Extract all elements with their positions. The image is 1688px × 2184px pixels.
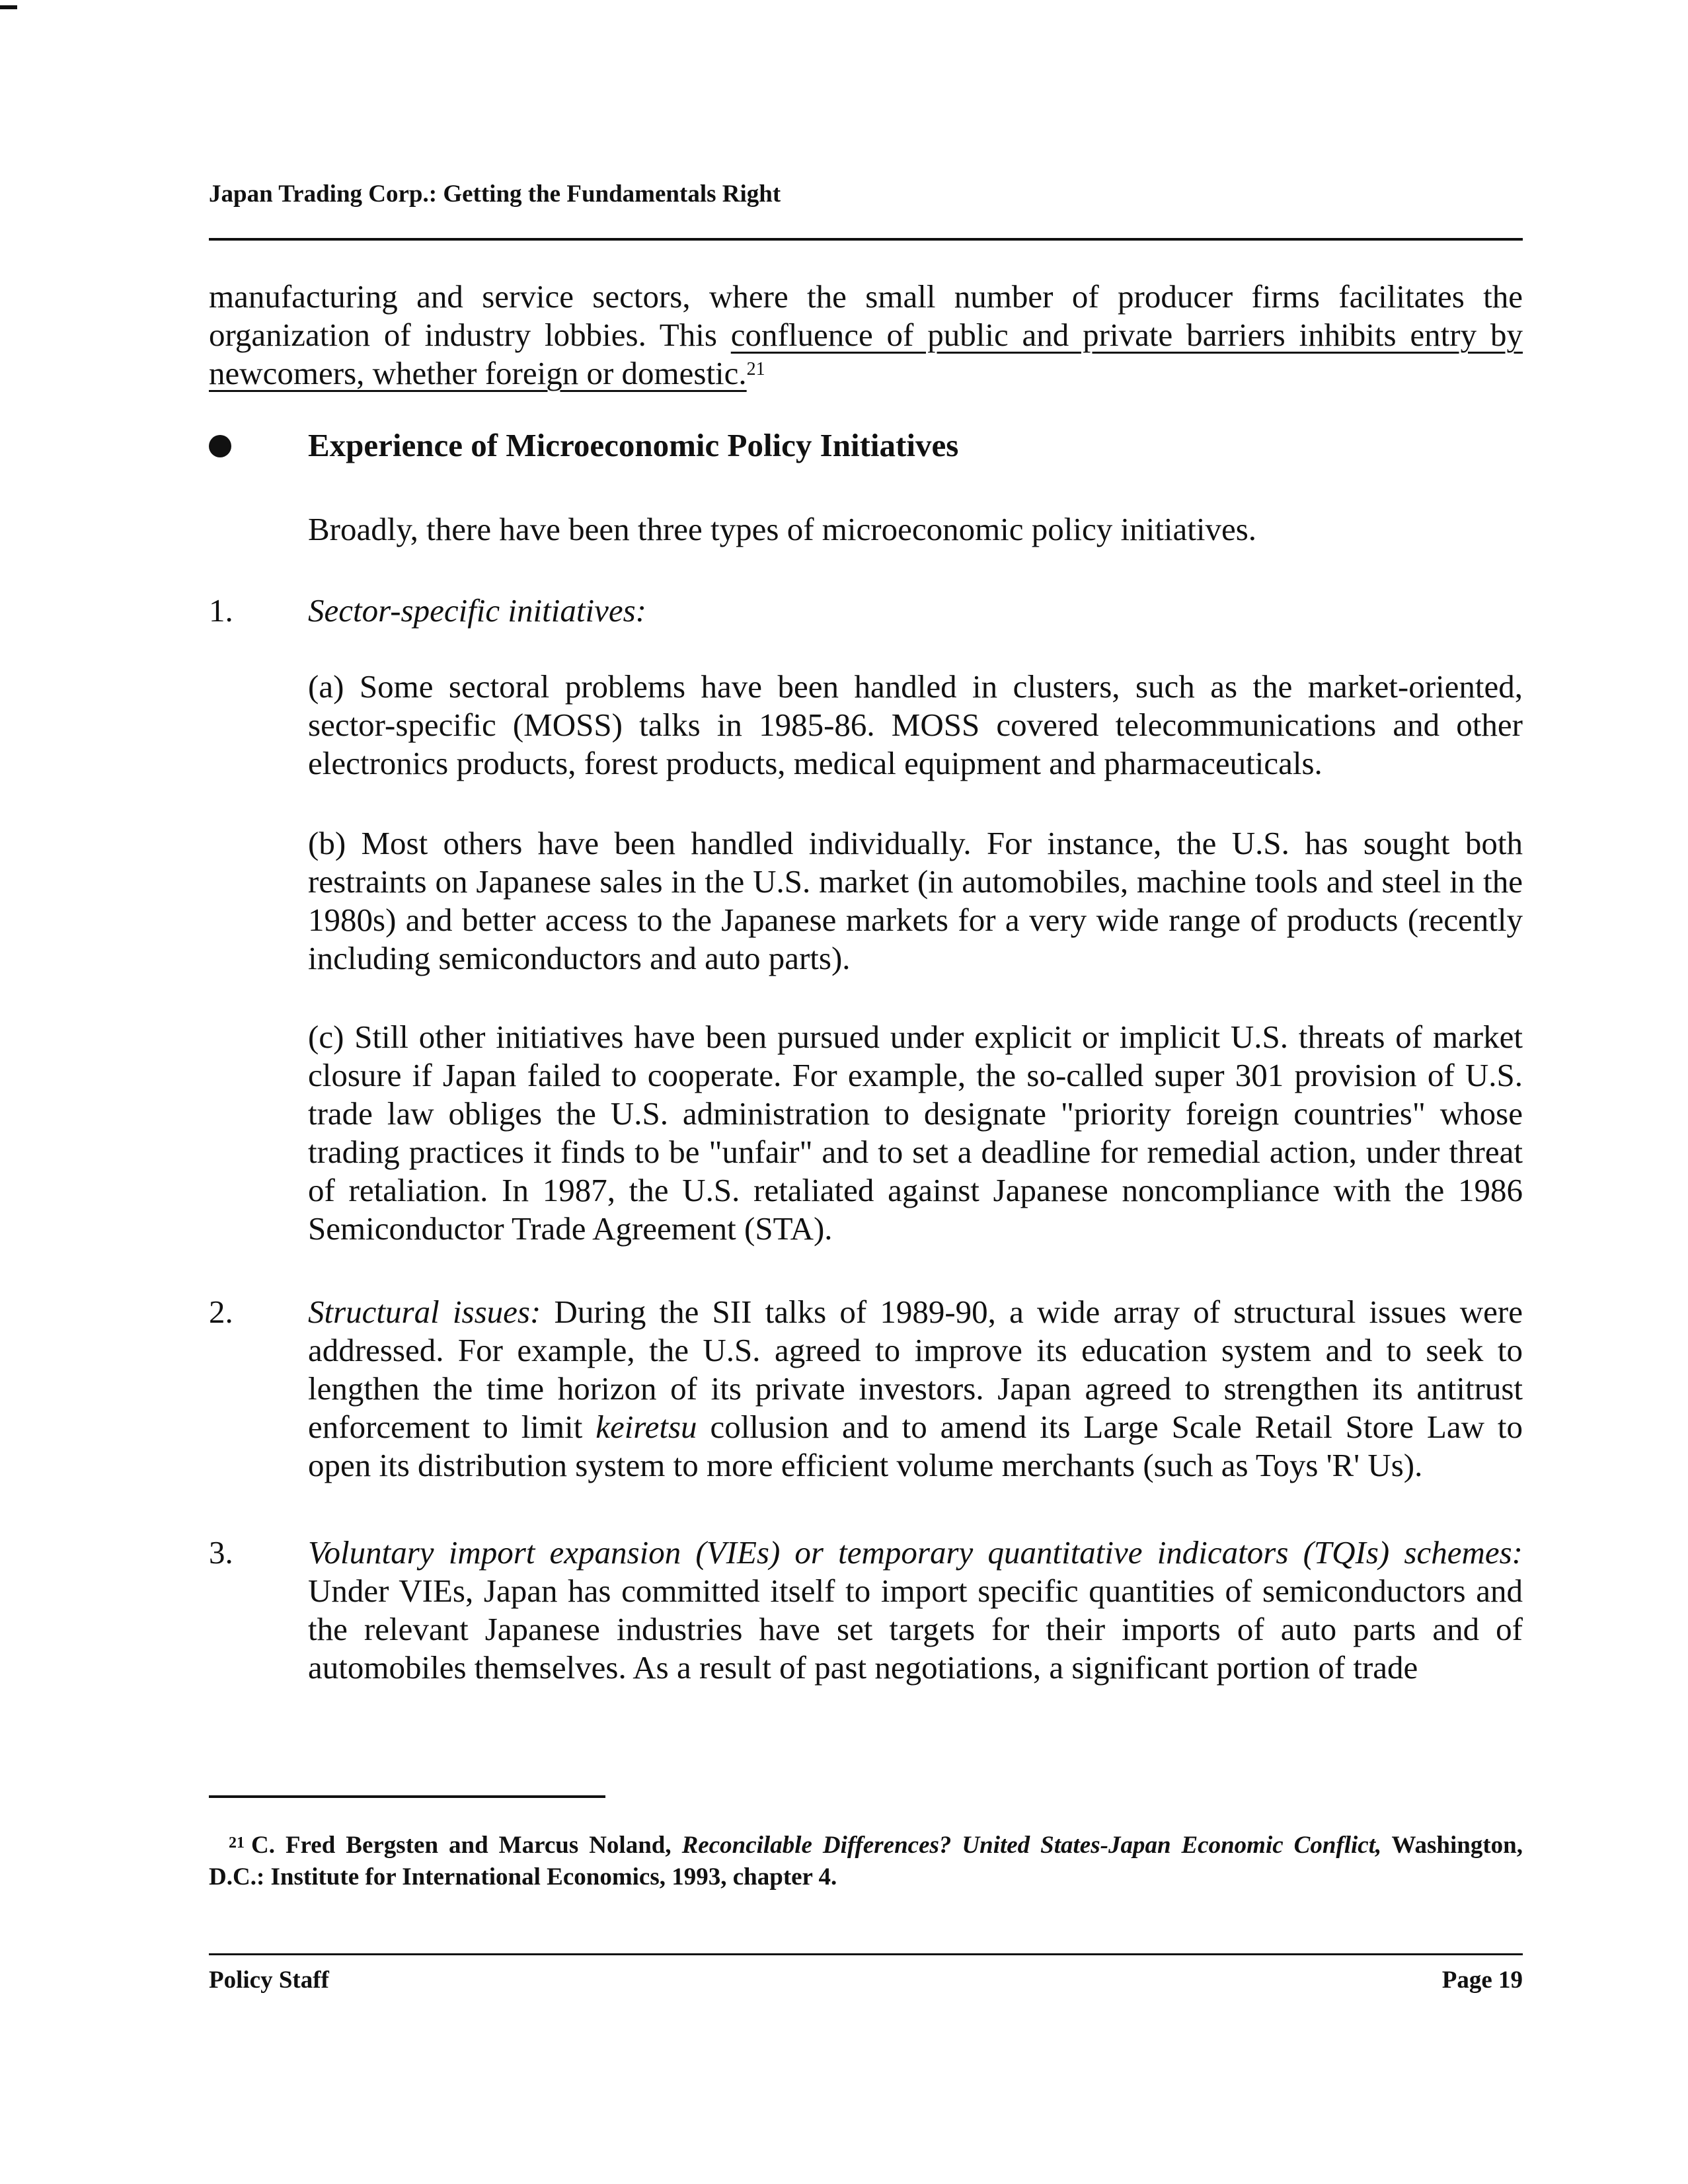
item-heading: Structural issues:: [308, 1294, 541, 1330]
continuation-text: manufacturing and service sectors, where the small number of producer firms facilitates the organization of industry lobbies. This: [209, 278, 1523, 353]
subitem-paragraph-c: (c) Still other initiatives have been pursued under explicit or implicit U.S. threats of market closure if Japan failed to cooperate. For example, the so-called super 301 provision of U.S. trade law obliges the U.S. administration to designate "priority foreign countries" whose trading practices it finds to be "unfair" and to set a deadline for remedial action, under threat of retaliation. In 1987, the U.S. retaliated against Japanese noncompliance with the 1986 Semiconductor Trade Agreement (STA).: [308, 1019, 1523, 1247]
footnote-text: C. Fred Bergsten and Marcus Noland,: [251, 1832, 682, 1859]
item-paragraph: [308, 1534, 1523, 1687]
page-number: Page 19: [1441, 1967, 1523, 1994]
item-text: During the SII talks of 1989-90, a wide array of structural issues were addressed. For example, the U.S. agreed to improve its education system and to seek to lengthen the time horizon of its private investors. Japan agreed to strengthen its antitrust enforcement to limit: [308, 1294, 1523, 1445]
bullet-icon: [209, 435, 231, 457]
item-paragraph: [308, 1293, 1523, 1485]
italic-term: keiretsu: [595, 1409, 697, 1445]
footnote-reference: 21: [746, 359, 765, 379]
item-number: 1.: [209, 592, 233, 629]
subitem-paragraph-b: (b) Most others have been handled individually. For instance, the U.S. has sought both restraints on Japanese sales in the U.S. market (in automobiles, machine tools and steel in the 1980s) and better access to the Japanese markets for a very wide range of products (recently including semiconductors and auto parts).: [308, 825, 1523, 976]
footer-rule: [209, 1953, 1523, 1955]
underlined-text: confluence of public and private barriers inhibits entry by newcomers, whether foreign or domestic.: [209, 317, 1523, 391]
running-header: Japan Trading Corp.: Getting the Fundamentals Right: [209, 180, 781, 208]
footnote: [209, 1830, 1523, 1893]
footnote-rule: [209, 1795, 605, 1798]
continuation-paragraph: [209, 278, 1523, 393]
scan-corner-mark: [0, 5, 17, 9]
item-number: 2.: [209, 1294, 233, 1330]
item-text: collusion and to amend its Large Scale Retail Store Law to open its distribution system to more efficient volume merchants (such as Toys 'R' Us).: [308, 1409, 1523, 1483]
footnote-title: Reconcilable Differences? United States-Japan Economic Conflict,: [681, 1832, 1382, 1859]
item-number: 3.: [209, 1534, 233, 1571]
footnote-number: 21: [229, 1834, 245, 1852]
footer-left: Policy Staff: [209, 1967, 329, 1994]
item-heading: Sector-specific initiatives:: [308, 592, 646, 629]
item-heading: Voluntary import expansion (VIEs) or temporary quantitative indicators (TQIs) schemes:: [308, 1534, 1523, 1571]
section-heading: Experience of Microeconomic Policy Initiatives: [308, 427, 959, 463]
item-text: Under VIEs, Japan has committed itself to import specific quantities of semiconductors and the relevant Japanese industries have set targets for their imports of auto parts and of automobiles themselves. As a result of past negotiations, a significant portion of trade: [308, 1573, 1523, 1686]
subitem-paragraph-a: (a) Some sectoral problems have been handled in clusters, such as the market-oriented, sector-specific (MOSS) talks in 1985-86. MOSS covered telecommunications and other electronics products, forest products, medical equipment and pharmaceuticals.: [308, 668, 1523, 781]
section-intro: Broadly, there have been three types of microeconomic policy initiatives.: [308, 511, 1257, 547]
footnote-text: Washington, D.C.: Institute for International Economics, 1993, chapter 4.: [209, 1832, 1523, 1891]
header-rule: [209, 238, 1523, 241]
